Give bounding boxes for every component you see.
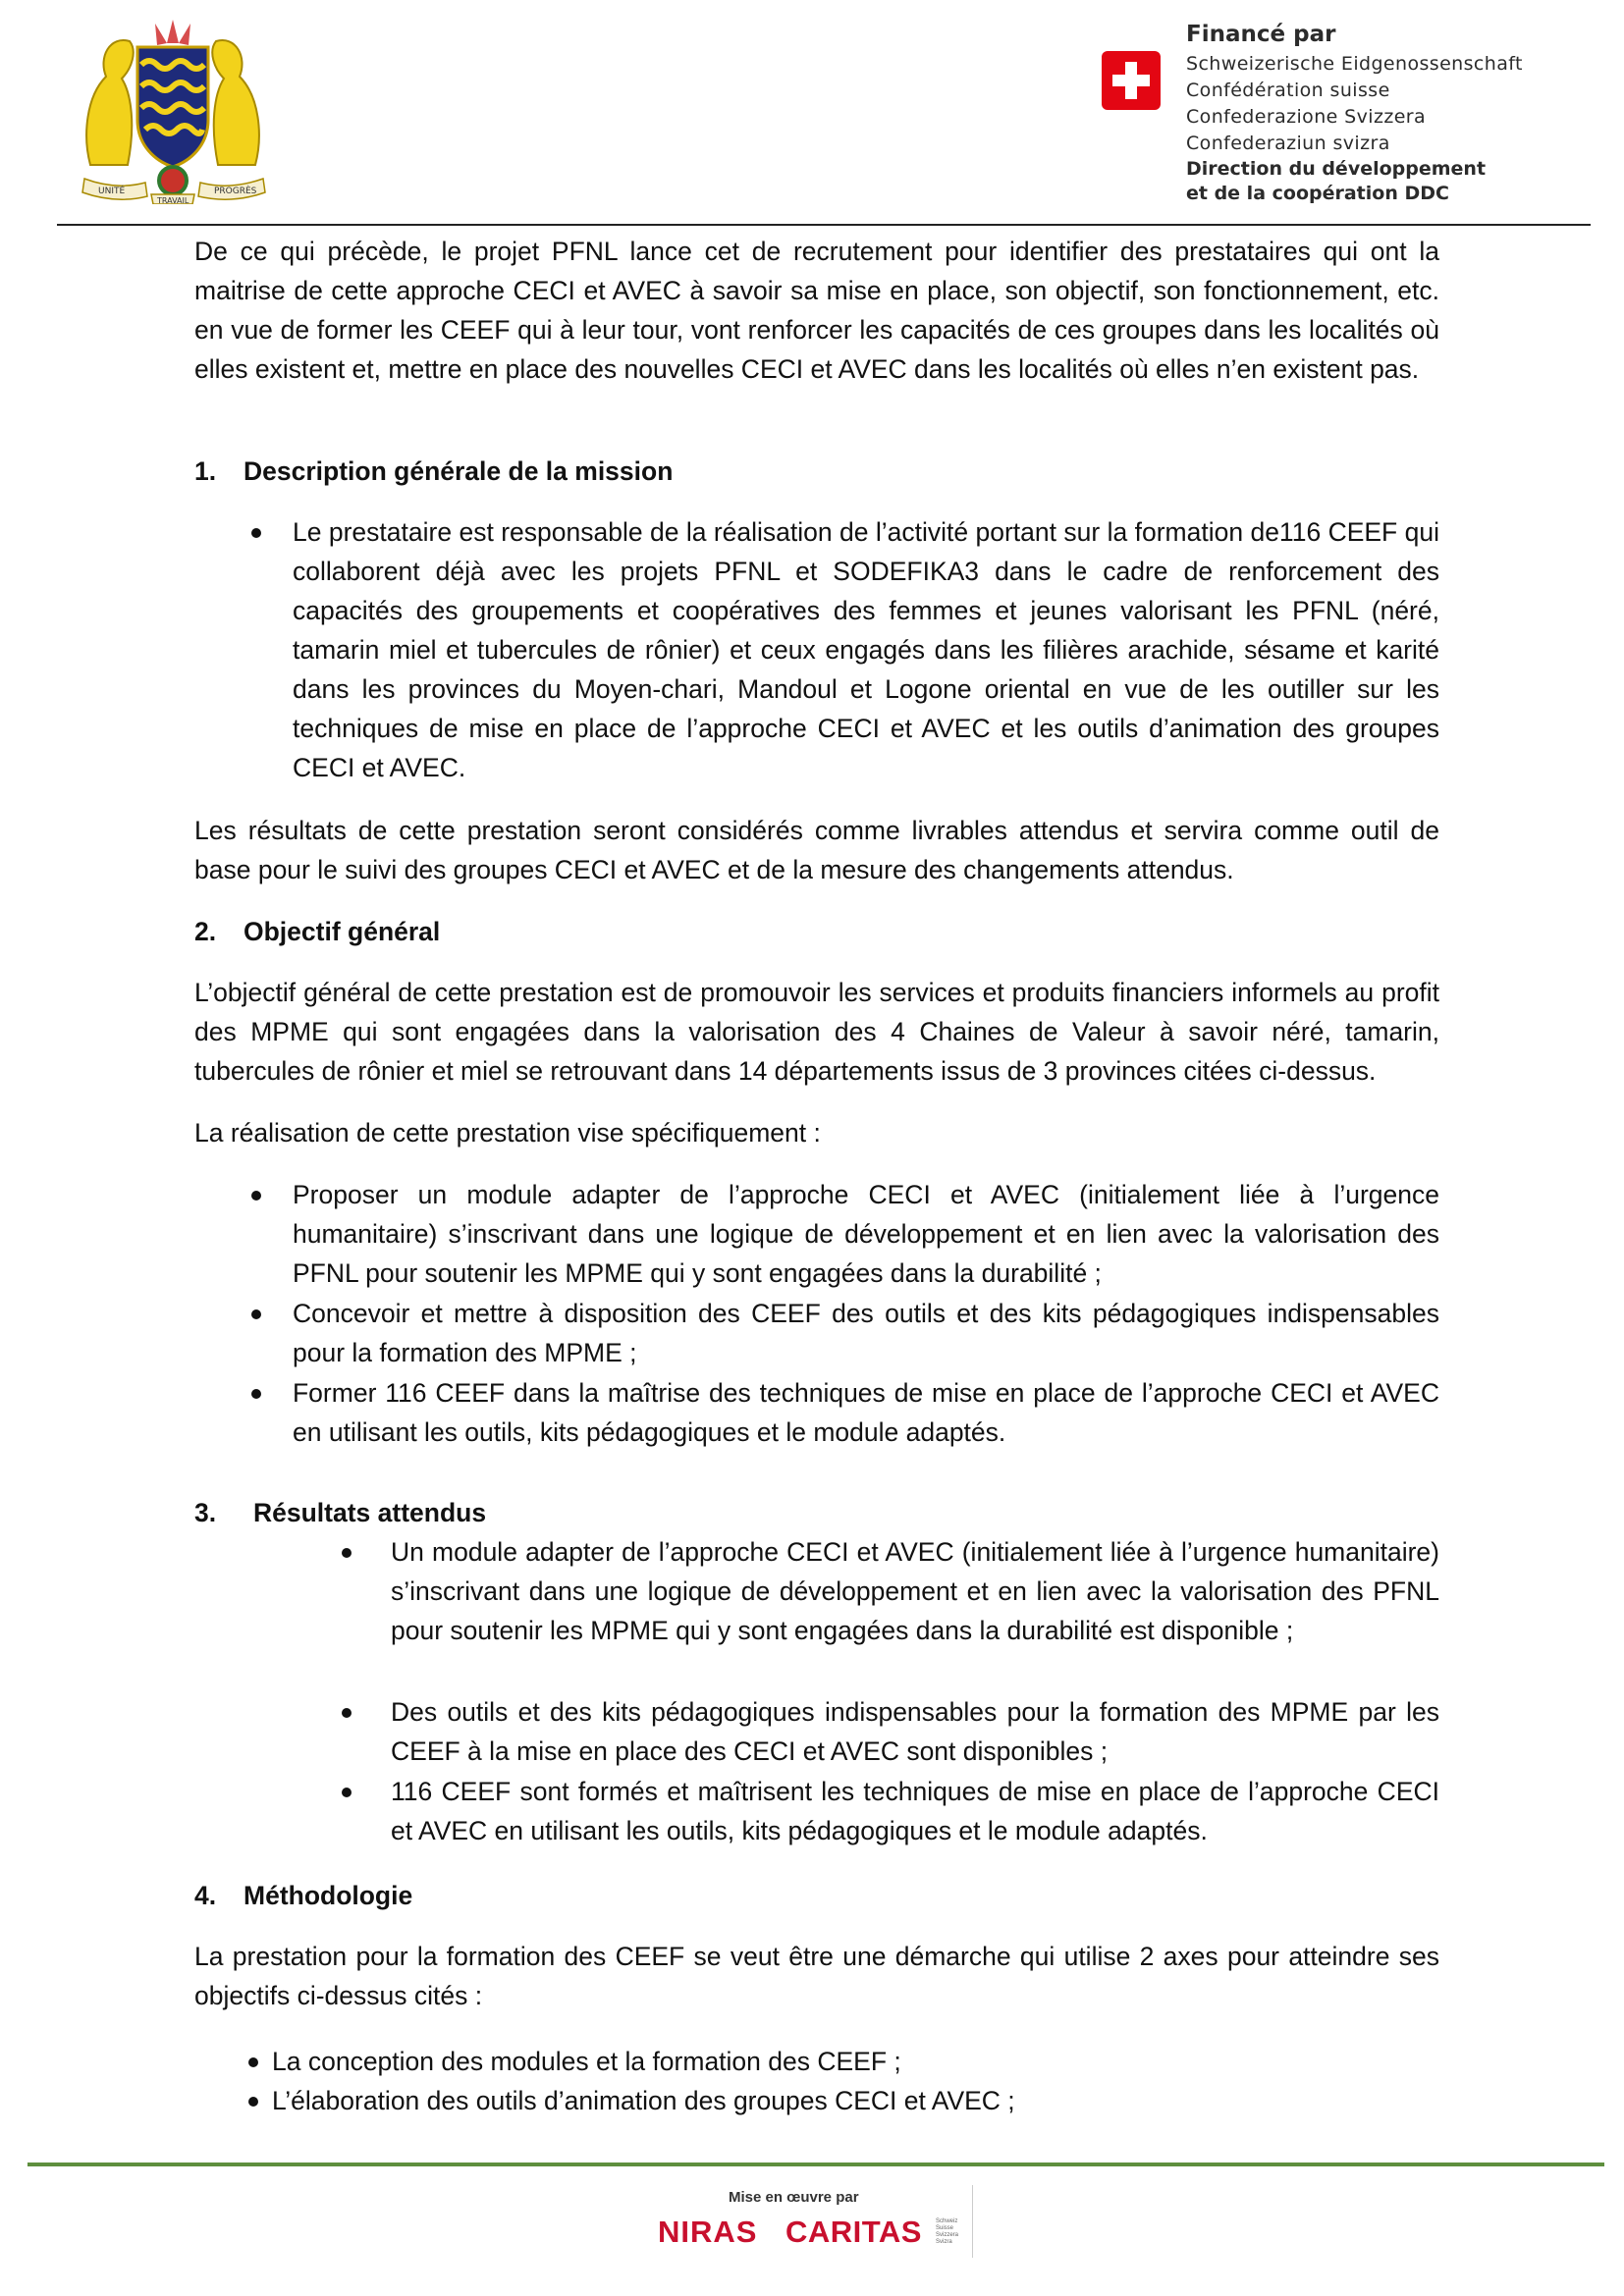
section-1-heading [194, 452, 673, 491]
bullet-icon [251, 1389, 261, 1399]
funder-agency-line2: et de la coopération DDC [1186, 183, 1449, 204]
caritas-tagline: Schweiz Suisse Svizzera Svizra [936, 2218, 959, 2245]
bullet-icon [251, 528, 261, 538]
caritas-logo: CARITAS [785, 2215, 922, 2249]
niras-logo: NIRAS [658, 2215, 758, 2249]
section-4-number: 4. [194, 1881, 217, 1910]
section-3-bullet-3: 116 CEEF sont formés et maîtrisent les techniques de mise en place de l’approche CECI et AVEC en utilisant les outils, kits pédagogiques et le module adaptés. [391, 1777, 1439, 1845]
section-2-paragraph-1: L’objectif général de cette prestation est de promouvoir les services et produits financiers informels au profit des MPME qui sont engagées dans la valorisation des 4 Chaines de Valeur à savoir néré, tamarin, tubercules de rônier et miel se retrouvant dans 14 départements issus de 3 provinces citées ci-dessus. [194, 978, 1439, 1086]
section-1-number: 1. [194, 456, 217, 486]
section-3-heading [194, 1493, 486, 1532]
funder-line-it: Confederazione Svizzera [1186, 106, 1427, 128]
svg-text:UNITÉ: UNITÉ [98, 187, 126, 196]
section-3-bullet-1: Un module adapter de l’approche CECI et AVEC (initialement liée à l’urgence humanitaire) s’inscrivant dans une logique de développement et en lien avec la valorisation des PFNL pour soutenir les MPME qui y sont engagées dans la durabilité est disponible ; [391, 1537, 1439, 1645]
section-4-heading [194, 1876, 412, 1915]
section-3-number: 3. [194, 1498, 217, 1527]
section-2-title: Objectif général [244, 917, 441, 946]
chad-coat-of-arms-logo [77, 18, 269, 204]
funder-agency-line1: Direction du développement [1186, 158, 1487, 180]
bullet-icon [342, 1708, 352, 1718]
section-4-bullet-1: La conception des modules et la formation des CEEF ; [272, 2047, 901, 2076]
section-4-title: Méthodologie [244, 1881, 413, 1910]
section-2-bullet-3: Former 116 CEEF dans la maîtrise des techniques de mise en place de l’approche CECI et AVEC en utilisant les outils, kits pédagogiques et le module adaptés. [293, 1378, 1439, 1447]
swiss-funder-block [1102, 20, 1553, 206]
funder-line-fr: Confédération suisse [1186, 80, 1390, 101]
section-2-heading [194, 912, 440, 951]
swiss-flag-icon [1102, 51, 1161, 110]
bullet-icon [251, 1191, 261, 1201]
funder-line-de: Schweizerische Eidgenossenschaft [1186, 53, 1523, 75]
header-divider [57, 224, 1591, 226]
funder-text [1186, 20, 1523, 206]
bullet-icon [342, 1548, 352, 1558]
implementing-partners-logo [658, 2185, 973, 2258]
section-1-after-paragraph: Les résultats de cette prestation seront considérés comme livrables attendus et servira comme outil de base pour le suivi des groupes CECI et AVEC et de la mesure des changements attendus. [194, 816, 1439, 884]
bullet-icon [248, 2097, 258, 2107]
section-2-bullet-1: Proposer un module adapter de l’approche CECI et AVEC (initialement liée à l’urgence humanitaire) s’inscrivant dans une logique de développement et en lien avec la valorisation des PFNL pour soutenir les MPME qui y sont engagées dans la durabilité ; [293, 1180, 1439, 1288]
bullet-icon [248, 2057, 258, 2067]
section-3-title: Résultats attendus [253, 1498, 487, 1527]
section-1-bullet: Le prestataire est responsable de la réalisation de l’activité portant sur la formation de116 CEEF qui collaborent déjà avec les projets PFNL et SODEFIKA3 dans le cadre de renforcement des capacités des groupements et coopératives des femmes et jeunes valorisant les PFNL (néré, tamarin miel et tubercules de rônier) et ceux engagés dans les filières arachide, sésame et karité dans les provinces du Moyen-chari, Mandoul et Logone oriental en vue de les outiller sur les techniques de mise en place de l’approche CECI et AVEC et les outils d’animation des groupes CECI et AVEC. [293, 517, 1439, 782]
section-4-bullet-2: L’élaboration des outils d’animation des groupes CECI et AVEC ; [272, 2086, 1015, 2115]
section-2-bullet-2: Concevoir et mettre à disposition des CEEF des outils et des kits pédagogiques indispensables pour la formation des MPME ; [293, 1299, 1439, 1367]
bullet-icon [342, 1788, 352, 1797]
svg-text:TRAVAIL: TRAVAIL [157, 196, 189, 204]
section-4-paragraph: La prestation pour la formation des CEEF se veut être une démarche qui utilise 2 axes pour atteindre ses objectifs ci-dessus cités : [194, 1942, 1439, 2010]
section-1-title: Description générale de la mission [244, 456, 674, 486]
section-3-bullet-2: Des outils et des kits pédagogiques indispensables pour la formation des MPME par les CEEF à la mise en place des CECI et AVEC sont disponibles ; [391, 1697, 1439, 1766]
section-2-paragraph-2: La réalisation de cette prestation vise spécifiquement : [194, 1118, 821, 1148]
svg-text:PROGRÈS: PROGRÈS [214, 187, 257, 196]
section-2-number: 2. [194, 917, 217, 946]
intro-paragraph: De ce qui précède, le projet PFNL lance cet de recrutement pour identifier des prestataires qui ont la maitrise de cette approche CECI et AVEC à savoir sa mise en place, son objectif, son fonctionnement, etc. en vue de former les CEEF qui à leur tour, vont renforcer les capacités de ces groupes dans les localités où elles existent et, mettre en place des nouvelles CECI et AVEC dans les localités où elles n’en existent pas. [194, 237, 1439, 384]
funded-by-label: Financé par [1186, 22, 1336, 47]
implemented-by-label: Mise en œuvre par [729, 2189, 859, 2206]
bullet-icon [251, 1309, 261, 1319]
footer-divider [27, 2163, 1604, 2166]
funder-line-rm: Confederaziun svizra [1186, 133, 1390, 154]
